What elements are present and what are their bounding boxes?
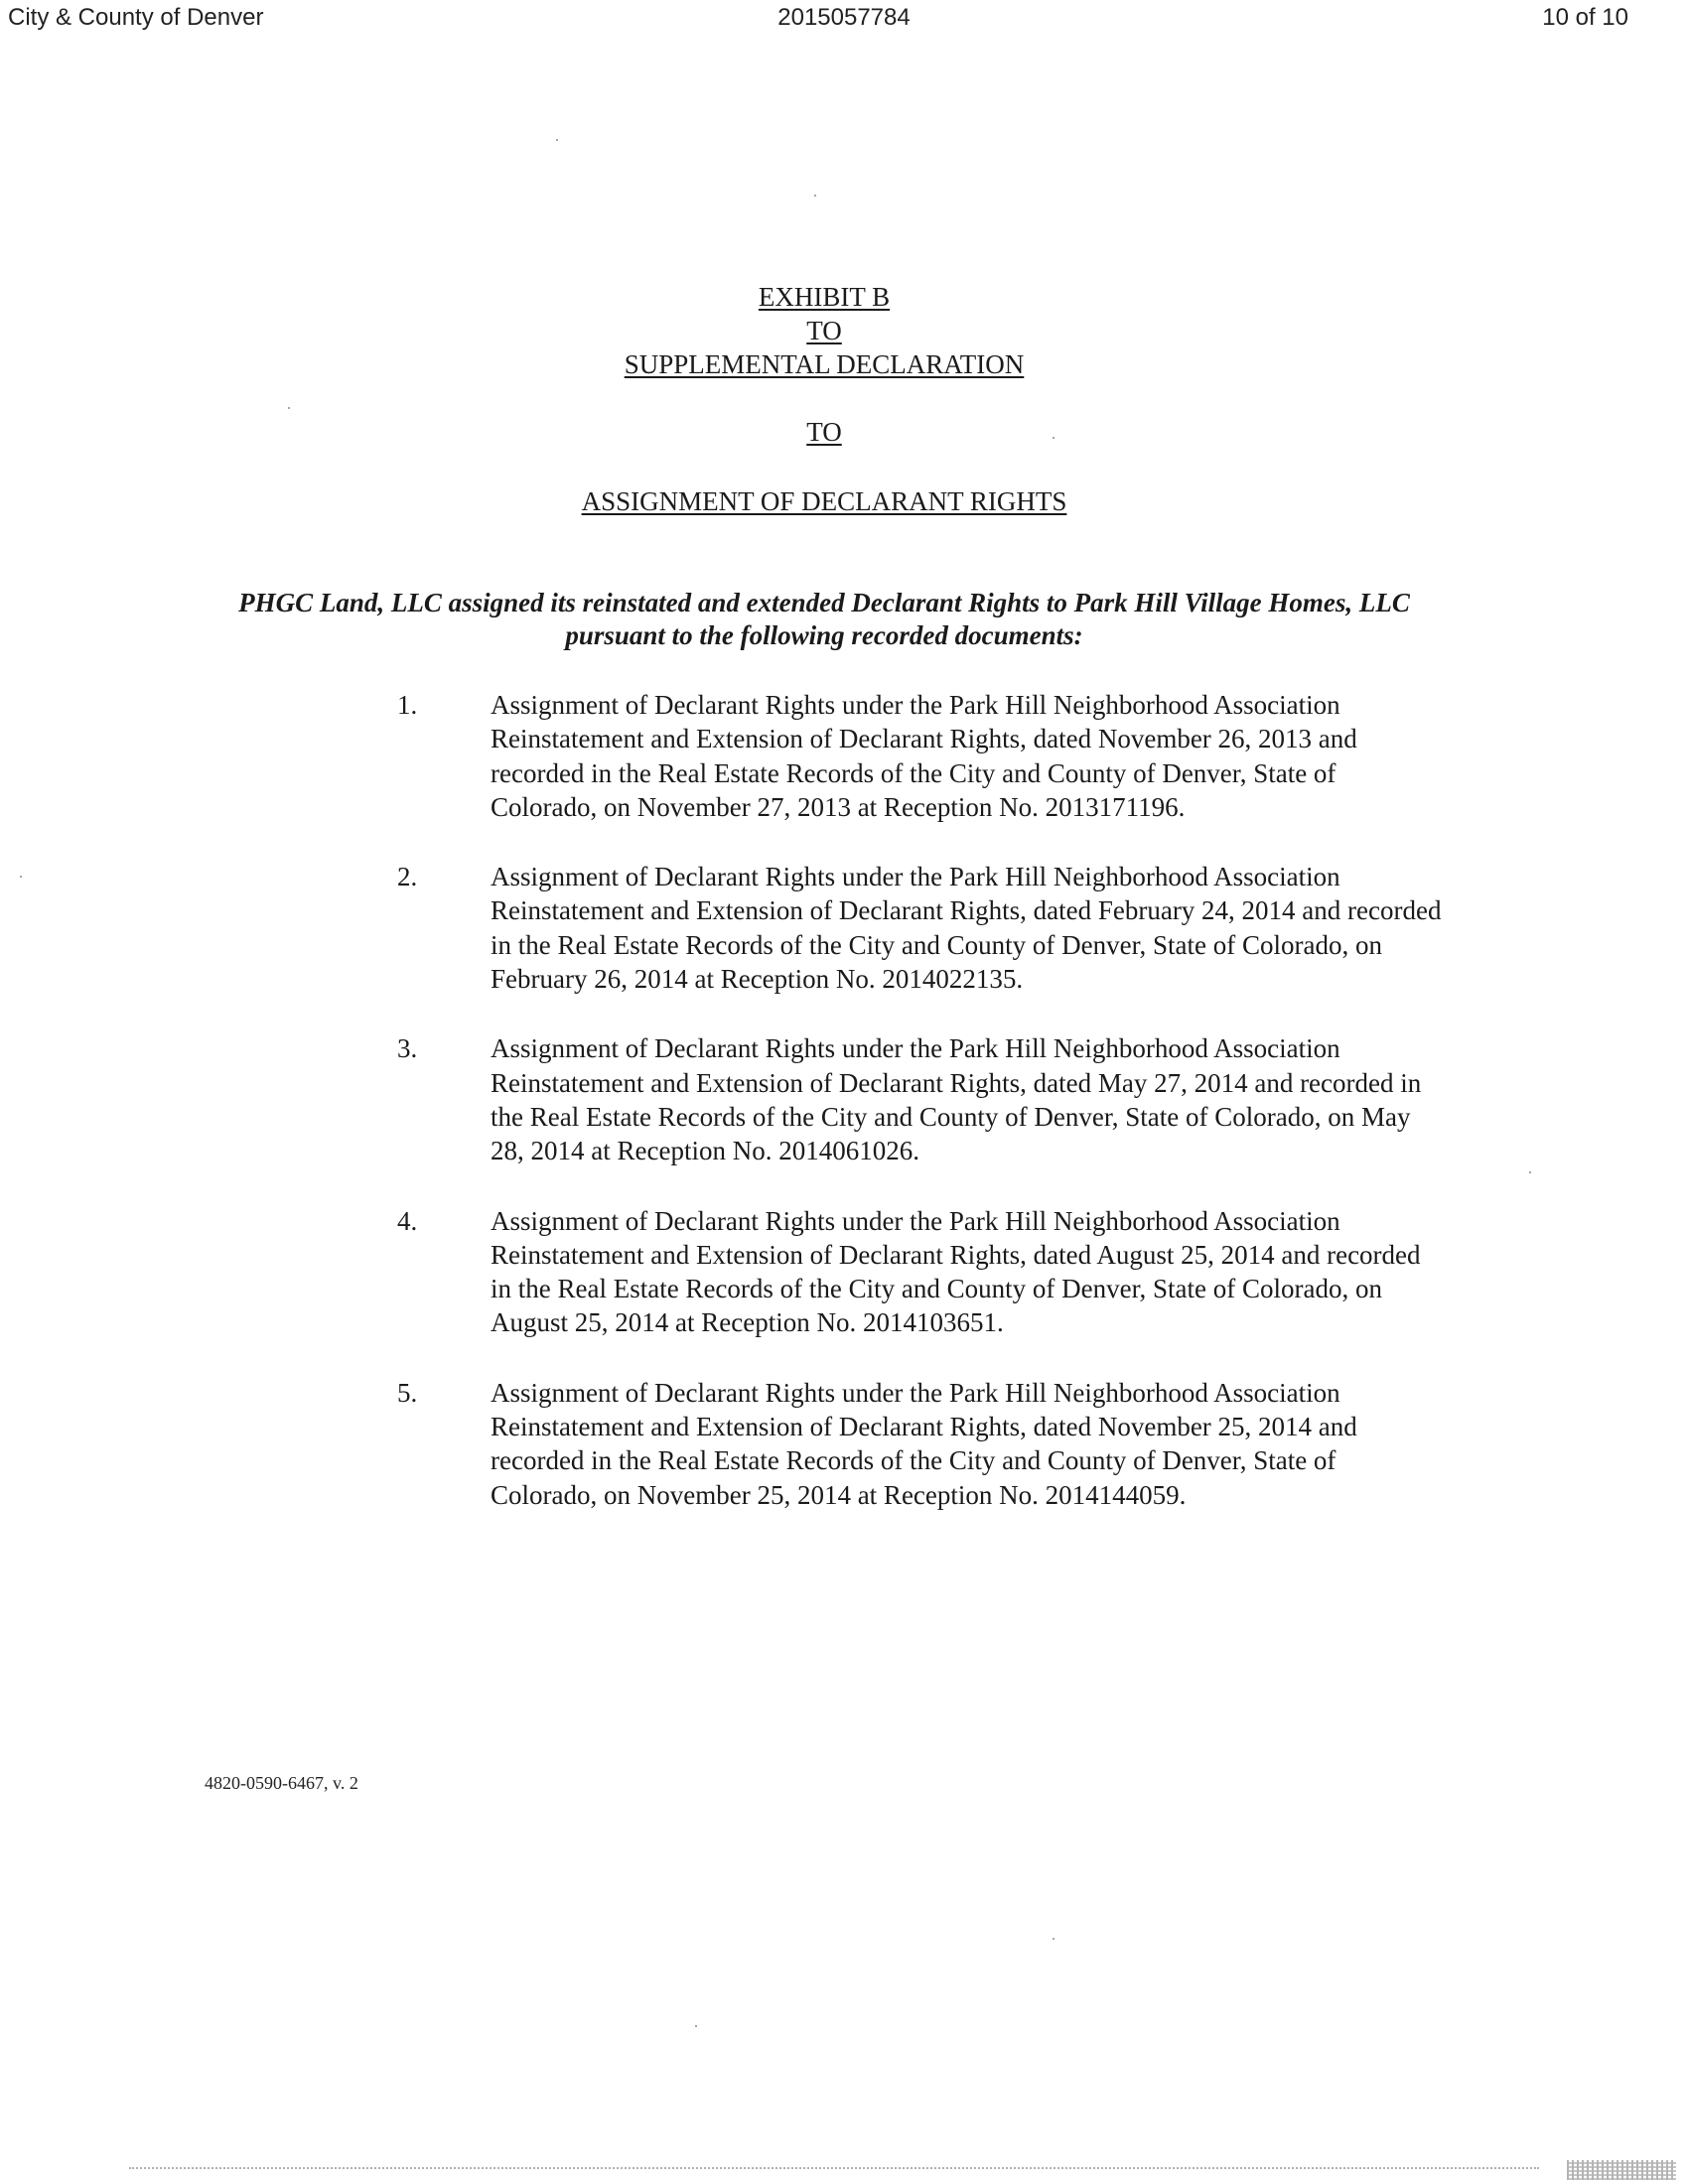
scan-speck [556,139,558,141]
scan-edge-line [129,2167,1539,2170]
list-item-text: Assignment of Declarant Rights under the Park Hill Neighborhood Association Reinstatement and Extension of Declarant Rights, dated November 25, 2014 and recorded in the Real Estate Records of the City and County of Denver, State of Colorado, on November 25, 2014 at Reception No. 2014144059. [491,1377,1357,1510]
title-line-to-1: TO [806,316,842,345]
list-item-text: Assignment of Declarant Rights under the Park Hill Neighborhood Association Reinstatement and Extension of Declarant Rights, dated August 25, 2014 and recorded in the Real Estate Records of the City and County of Denver, State of Colorado, on August 25, 2014 at Reception No. 2014103651. [491,1205,1421,1338]
list-item-number: 4. [397,1205,418,1236]
scan-speck [1053,1938,1055,1940]
recorded-documents-list [0,688,1688,1548]
scan-speck [814,195,816,197]
intro-statement: PHGC Land, LLC assigned its reinstated and extended Declarant Rights to Park Hill Village Homes, LLC pursuant to the following recorded documents: [238,588,1410,650]
list-item-number: 3. [397,1033,418,1064]
header-reception-number: 2015057784 [777,4,911,31]
scan-noise-patch [1567,2160,1676,2180]
list-item [0,1031,1688,1167]
title-line-assignment: ASSIGNMENT OF DECLARANT RIGHTS [581,486,1067,516]
list-item-text: Assignment of Declarant Rights under the Park Hill Neighborhood Association Reinstatement and Extension of Declarant Rights, dated February 24, 2014 and recorded in the Real Estate Records of the City and County of Denver, State of Colorado, on February 26, 2014 at Reception No. 2014022135. [491,862,1442,995]
scan-speck [695,2025,697,2027]
scan-speck [288,407,290,409]
list-item-text: Assignment of Declarant Rights under the Park Hill Neighborhood Association Reinstatement and Extension of Declarant Rights, dated November 26, 2013 and recorded in the Real Estate Records of the City and County of Denver, State of Colorado, on November 27, 2013 at Reception No. 2013171196. [491,690,1357,822]
list-item [0,1204,1688,1340]
exhibit-title [0,280,1648,518]
scan-speck [20,876,22,878]
list-item-number: 1. [397,690,418,720]
title-line-to-2: TO [806,417,842,447]
list-item-number: 2. [397,862,418,892]
document-id: 4820-0590-6467, v. 2 [205,1773,358,1793]
header-page-count: 10 of 10 [1542,4,1628,31]
title-line-exhibit: EXHIBIT B [758,282,891,312]
list-item [0,688,1688,824]
scan-speck [1529,1171,1531,1173]
title-line-supplemental: SUPPLEMENTAL DECLARATION [624,349,1025,379]
list-item [0,860,1688,996]
list-item-number: 5. [397,1377,418,1408]
list-item [0,1376,1688,1512]
list-item-text: Assignment of Declarant Rights under the Park Hill Neighborhood Association Reinstatement and Extension of Declarant Rights, dated May 27, 2014 and recorded in the Real Estate Records of the City and County of Denver, State of Colorado, on May 28, 2014 at Reception No. 2014061026. [491,1033,1422,1166]
header-county: City & County of Denver [8,4,264,31]
scan-speck [1053,437,1055,439]
